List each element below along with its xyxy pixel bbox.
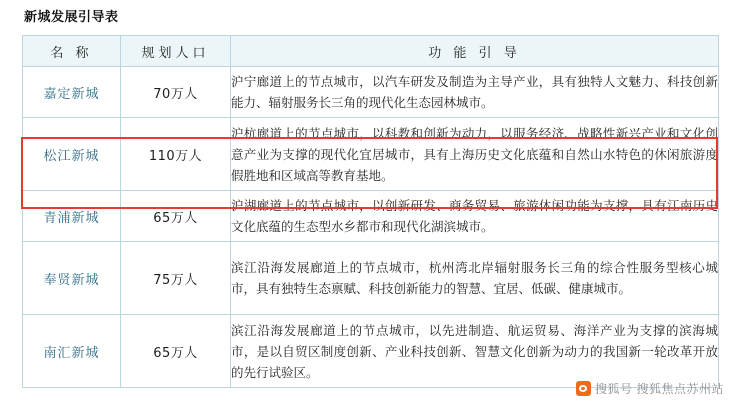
cell-town-name: 嘉定新城: [23, 67, 121, 118]
cell-population: 65万人: [121, 315, 231, 388]
watermark-account: 搜狐号: [594, 382, 633, 396]
table-row: [23, 191, 719, 242]
watermark-label: 搜狐焦点苏州站: [636, 382, 724, 396]
watermark: [576, 380, 724, 397]
table-header: [23, 36, 719, 67]
table-row: [23, 67, 719, 118]
cell-town-name: 青浦新城: [23, 191, 121, 242]
column-header-function: 功 能 引 导: [231, 36, 719, 67]
cell-population: 110万人: [121, 118, 231, 191]
table-row-highlighted: [23, 118, 719, 191]
cell-population: 75万人: [121, 242, 231, 315]
table-row: [23, 315, 719, 388]
cell-function: 滨江沿海发展廊道上的节点城市，杭州湾北岸辐射服务长三角的综合性服务型核心城市，具有独特生态禀赋、科技创新能力的智慧、宜居、低碳、健康城市。: [231, 242, 719, 315]
table-row: [23, 242, 719, 315]
cell-population: 65万人: [121, 191, 231, 242]
cell-function: 沪杭廊道上的节点城市，以科教和创新为动力，以服务经济、战略性新兴产业和文化创意产业为支撑的现代化宜居城市，具有上海历史文化底蕴和自然山水特色的休闲旅游度假胜地和区域高等教育基地。: [231, 118, 719, 191]
cell-function: 沪宁廊道上的节点城市，以汽车研发及制造为主导产业，具有独特人文魅力、科技创新能力、辐射服务长三角的现代化生态园林城市。: [231, 67, 719, 118]
table-body: [23, 67, 719, 388]
sohu-logo-icon: [576, 381, 591, 396]
cell-town-name: 松江新城: [23, 118, 121, 191]
cell-town-name: 奉贤新城: [23, 242, 121, 315]
cell-population: 70万人: [121, 67, 231, 118]
column-header-name: 名 称: [23, 36, 121, 67]
cell-town-name: 南汇新城: [23, 315, 121, 388]
table-header-row: [23, 36, 719, 67]
new-town-guidance-table: [22, 35, 719, 388]
cell-function: 滨江沿海发展廊道上的节点城市，以先进制造、航运贸易、海洋产业为支撑的滨海城市，是以自贸区制度创新、产业科技创新、智慧文化创新为动力的我国新一轮改革开放的先行试验区。: [231, 315, 719, 388]
page-title: 新城发展引导表: [24, 10, 119, 25]
cell-function: 沪湖廊道上的节点城市，以创新研发、商务贸易、旅游休闲功能为支撑，具有江南历史文化底蕴的生态型水乡都市和现代化湖滨城市。: [231, 191, 719, 242]
column-header-population: 规划人口: [121, 36, 231, 67]
